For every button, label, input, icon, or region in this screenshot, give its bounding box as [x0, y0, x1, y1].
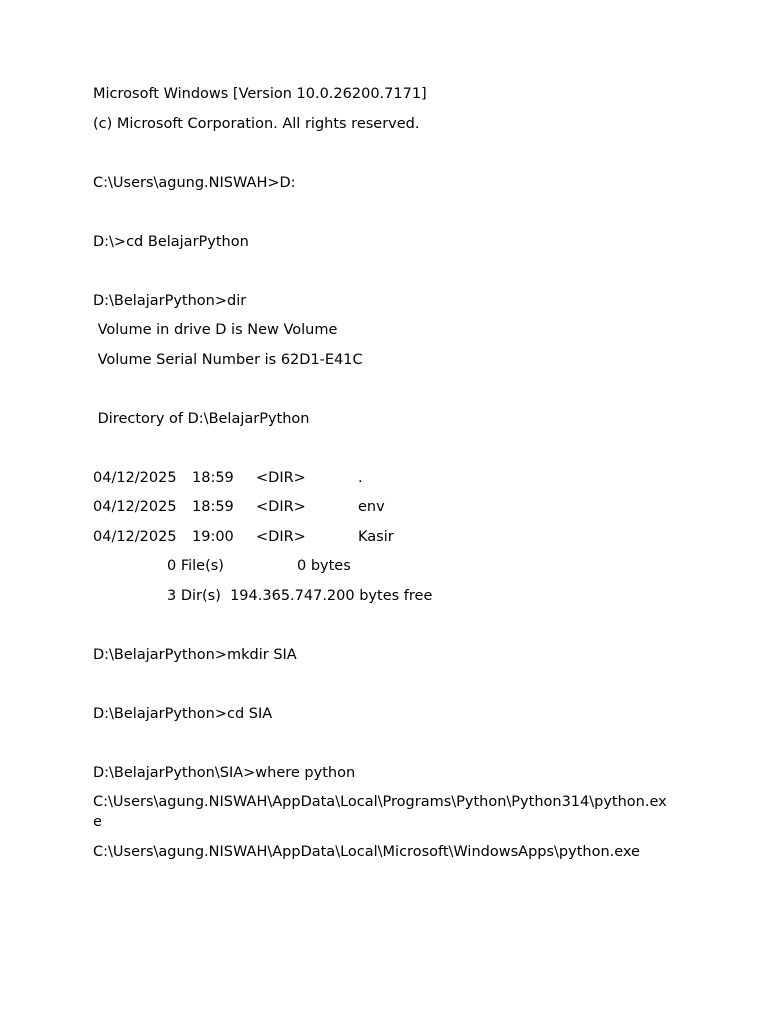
- command-line: D:\BelajarPython>cd SIA: [93, 705, 273, 722]
- directory-of-line: Directory of D:\BelajarPython: [93, 410, 310, 427]
- entry-type: <DIR>: [256, 499, 306, 515]
- dir-entry-row: [93, 527, 673, 547]
- dir-entry-row: [93, 468, 673, 488]
- entry-date: 04/12/2025: [93, 528, 177, 545]
- blank-line: [93, 143, 673, 173]
- command-line: D:\BelajarPython\SIA>where python: [93, 764, 356, 781]
- entry-name: env: [358, 499, 385, 515]
- python-path-line: C:\Users\agung.NISWAH\AppData\Local\Programs\Python\Python314\python.exe: [93, 794, 667, 830]
- entry-time: 18:59: [192, 499, 234, 515]
- command-line: D:\>cd BelajarPython: [93, 233, 249, 250]
- entry-time: 18:59: [192, 469, 234, 486]
- entry-name: .: [358, 469, 363, 486]
- terminal-transcript: [93, 84, 673, 871]
- entry-type: <DIR>: [256, 528, 306, 545]
- blank-line: [93, 438, 673, 468]
- dirs-count: 3 Dir(s): [167, 587, 221, 604]
- entry-date: 04/12/2025: [93, 499, 177, 515]
- command-line: C:\Users\agung.NISWAH>D:: [93, 174, 296, 191]
- files-bytes: 0 bytes: [297, 558, 351, 574]
- blank-line: [93, 379, 673, 409]
- entry-date: 04/12/2025: [93, 469, 177, 486]
- dir-entry-row: [93, 497, 673, 517]
- volume-label-line: Volume in drive D is New Volume: [93, 322, 338, 338]
- version-line: Microsoft Windows [Version 10.0.26200.7171]: [93, 86, 427, 102]
- blank-line: [93, 615, 673, 645]
- spacer: [227, 556, 297, 576]
- blank-line: [93, 202, 673, 232]
- entry-time: 19:00: [192, 528, 234, 545]
- dirs-free: 194.365.747.200 bytes free: [230, 587, 433, 604]
- command-line: D:\BelajarPython>mkdir SIA: [93, 646, 297, 663]
- blank-line: [93, 261, 673, 291]
- entry-name: Kasir: [358, 528, 394, 545]
- python-path-line: C:\Users\agung.NISWAH\AppData\Local\Microsoft\WindowsApps\python.exe: [93, 843, 640, 860]
- copyright-line: (c) Microsoft Corporation. All rights reserved.: [93, 115, 420, 132]
- files-summary-line: [93, 556, 673, 576]
- command-line: D:\BelajarPython>dir: [93, 292, 247, 309]
- blank-line: [93, 733, 673, 763]
- spacer: [221, 586, 230, 606]
- blank-line: [93, 674, 673, 704]
- dirs-summary-line: [93, 586, 673, 606]
- volume-serial-line: Volume Serial Number is 62D1-E41C: [93, 351, 363, 368]
- entry-type: <DIR>: [256, 469, 306, 486]
- files-count: 0 File(s): [167, 558, 224, 574]
